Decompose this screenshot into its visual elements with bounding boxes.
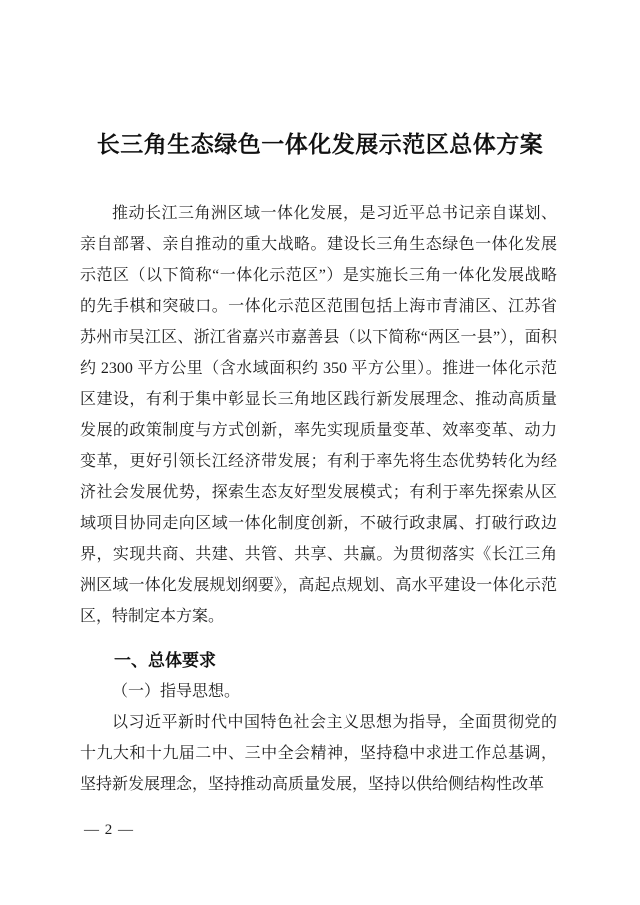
page-number: — 2 — bbox=[84, 822, 134, 838]
section-heading: 一、总体要求 bbox=[114, 651, 216, 670]
intro-paragraph: 推动长江三角洲区域一体化发展，是习近平总书记亲自谋划、亲自部署、亲自推动的重大战略。建设长三角生态绿色一体化发展示范区（以下简称“一体化示范区”）是实施长三角一体化发展战略的先手棋和突破口。一体化示范区范围包括上海市青浦区、江苏省苏州市吴江区、浙江省嘉兴市嘉善县（以下简称“两区一县”），面积约 2300 平方公里（含水域面积约 350 平方公里）。推进一体化示范区建设，有利于集中彰显长三角地区践行新发展理念、推动高质量发展的政策制度与方式创新，率先实现质量变革、效率变革、动力变革，更好引领长江经济带发展；有利于率先将生态优势转化为经济社会发展优势，探索生态友好型发展模式；有利于率先探索从区域项目协同走向区域一体化制度创新，不破行政隶属、打破行政边界，实现共商、共建、共管、共享、共赢。为贯彻落实《长江三角洲区域一体化发展规划纲要》，高起点规划、高水平建设一体化示范区，特制定本方案。 bbox=[80, 205, 557, 625]
guiding-ideology-paragraph: 以习近平新时代中国特色社会主义思想为指导，全面贯彻党的十九大和十九届二中、三中全会精神，坚持稳中求进工作总基调，坚持新发展理念，坚持推动高质量发展，坚持以供给侧结构性改革 bbox=[80, 714, 557, 793]
page-footer bbox=[84, 820, 134, 840]
subsection-heading: （一）指导思想。 bbox=[112, 683, 241, 700]
document-title: 长三角生态绿色一体化发展示范区总体方案 bbox=[96, 132, 544, 157]
document-body bbox=[80, 198, 557, 800]
